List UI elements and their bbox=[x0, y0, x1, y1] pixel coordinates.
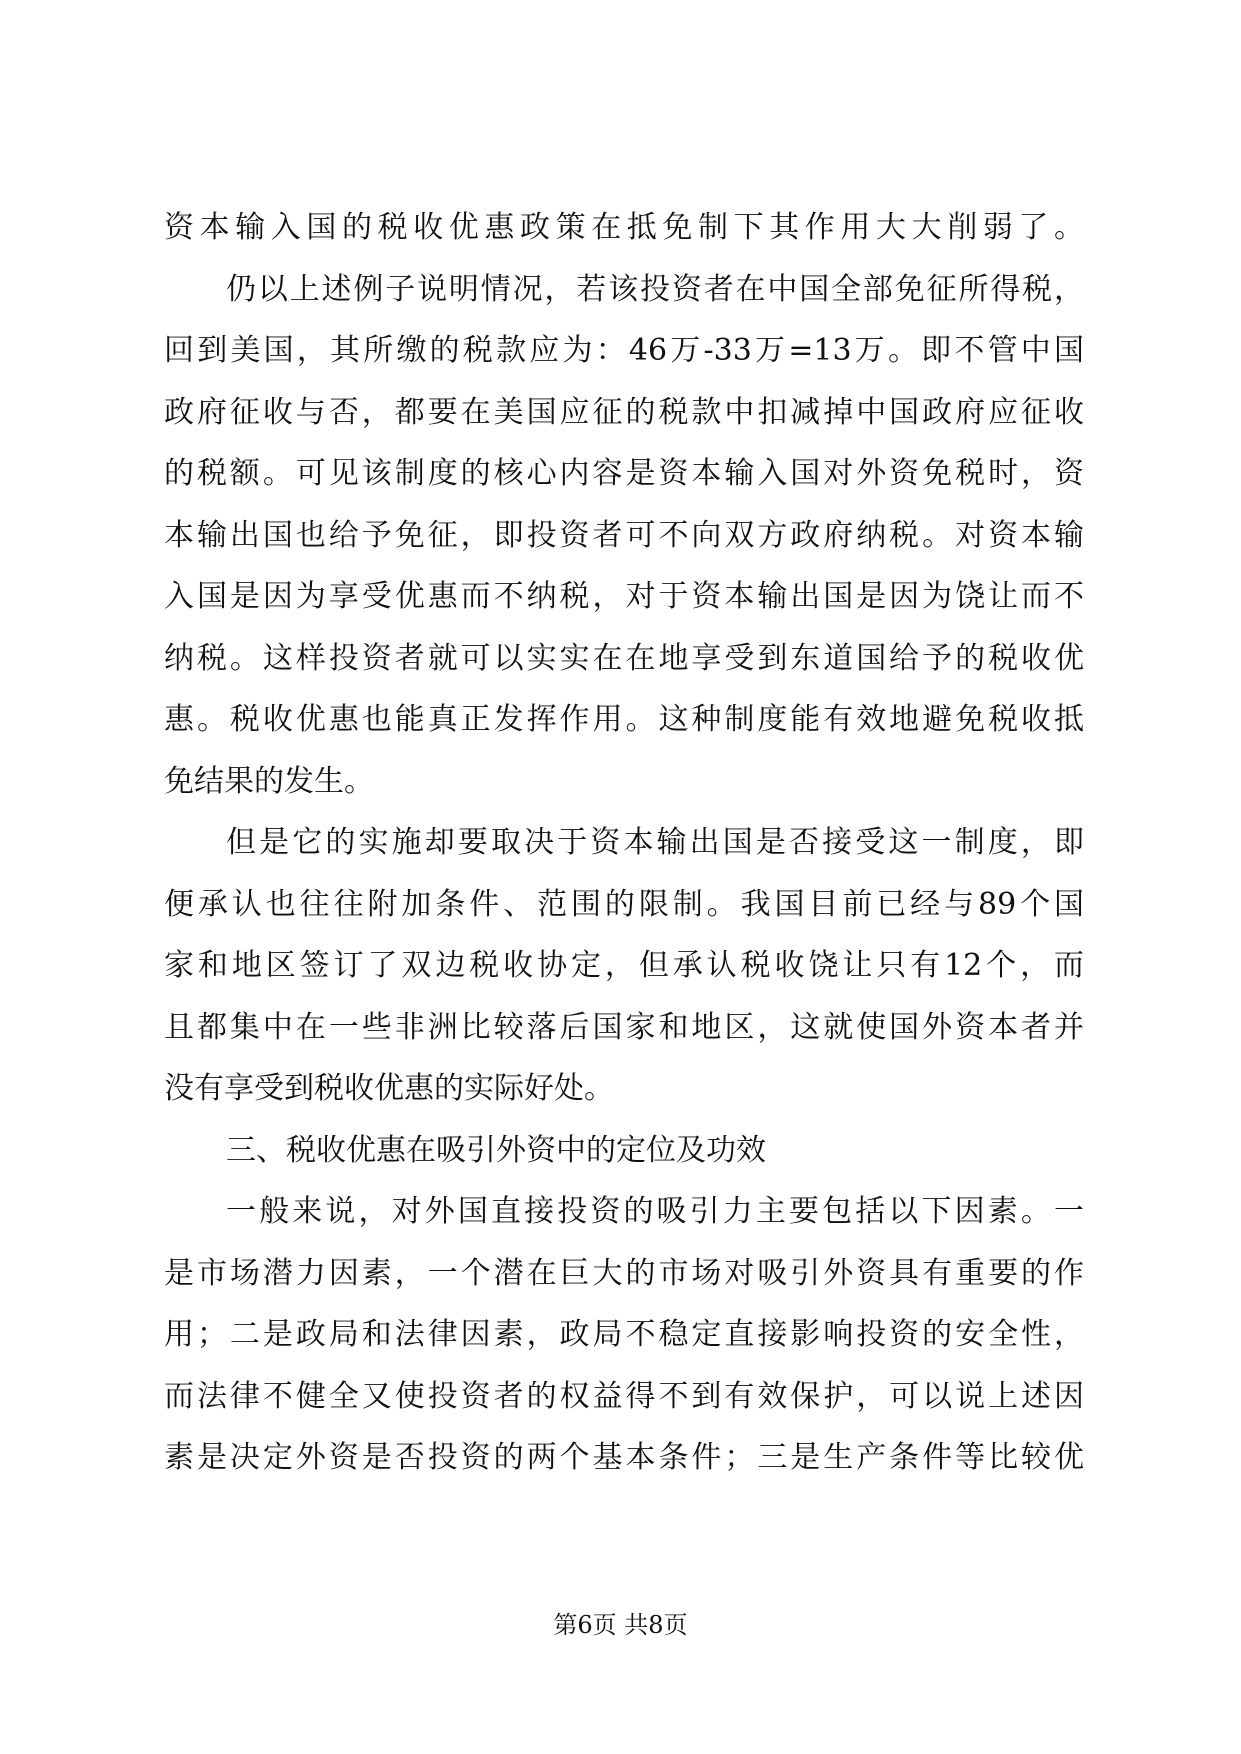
text-line: 资本输入国的税收优惠政策在抵免制下其作用大大削弱了。 bbox=[164, 210, 1084, 245]
text-line: 素是决定外资是否投资的两个基本条件；三是生产条件等比较优 bbox=[164, 1440, 1084, 1475]
text-line: 回到美国，其所缴的税款应为：46万-33万=13万。即不管中国 bbox=[164, 333, 1084, 368]
text-line: 而法律不健全又使投资者的权益得不到有效保护，可以说上述因 bbox=[164, 1378, 1084, 1414]
text-line: 一般来说，对外国直接投资的吸引力主要包括以下因素。一 bbox=[226, 1194, 1084, 1229]
text-line: 便承认也往往附加条件、范围的限制。我国目前已经与89个国 bbox=[164, 886, 1084, 922]
text-line: 的税额。可见该制度的核心内容是资本输入国对外资免税时，资 bbox=[164, 456, 1084, 491]
text-line: 惠。税收优惠也能真正发挥作用。这种制度能有效地避免税收抵 bbox=[164, 702, 1084, 737]
text-line: 政府征收与否，都要在美国应征的税款中扣减掉中国政府应征收 bbox=[164, 394, 1084, 430]
page-footer bbox=[0, 1610, 1241, 1640]
text-line: 仍以上述例子说明情况，若该投资者在中国全部免征所得税， bbox=[226, 271, 1084, 307]
text-line: 家和地区签订了双边税收协定，但承认税收饶让只有12个，而 bbox=[164, 948, 1084, 983]
text-line: 但是它的实施却要取决于资本输出国是否接受这一制度，即 bbox=[226, 825, 1084, 860]
body-text bbox=[164, 197, 1084, 1489]
text-line: 纳税。这样投资者就可以实实在在地享受到东道国给予的税收优 bbox=[164, 640, 1084, 676]
section-heading: 三、税收优惠在吸引外资中的定位及功效 bbox=[226, 1132, 766, 1168]
text-line: 本输出国也给予免征，即投资者可不向双方政府纳税。对资本输 bbox=[164, 517, 1084, 553]
page-number: 第6页 共8页 bbox=[553, 1611, 688, 1639]
text-line: 且都集中在一些非洲比较落后国家和地区，这就使国外资本者并 bbox=[164, 1009, 1084, 1045]
text-line: 没有享受到税收优惠的实际好处。 bbox=[164, 1071, 614, 1106]
text-line: 入国是因为享受优惠而不纳税，对于资本输出国是因为饶让而不 bbox=[164, 579, 1084, 614]
text-line: 用；二是政局和法律因素，政局不稳定直接影响投资的安全性， bbox=[164, 1317, 1084, 1352]
text-line: 免结果的发生。 bbox=[164, 763, 374, 799]
text-line: 是市场潜力因素，一个潜在巨大的市场对吸引外资具有重要的作 bbox=[164, 1255, 1084, 1291]
